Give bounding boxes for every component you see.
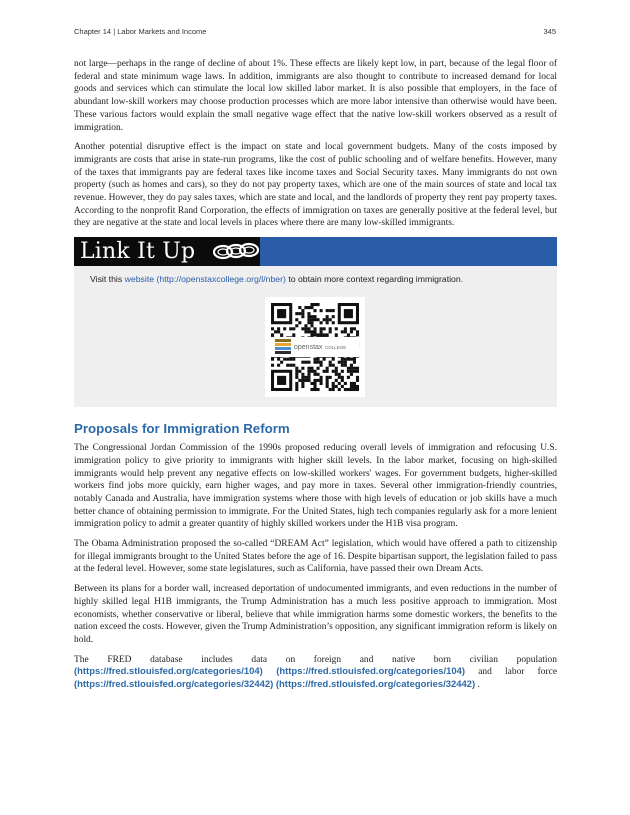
openstax-logo-bar (275, 343, 291, 346)
link-box-text: Visit this website (http://openstaxcollege.org/l/nber) to obtain more context regarding immigration. (90, 274, 464, 285)
qr-code-image (265, 297, 365, 397)
page-number: 345 (543, 27, 556, 36)
openstax-college-text: COLLEGE (325, 345, 347, 351)
page-header (74, 27, 556, 36)
fred-labor-force-link[interactable]: (https://fred.stlouisfed.org/categories/32442) (https://fred.stlouisfed.org/categories/32442) (74, 679, 476, 691)
chain-link-icon (213, 241, 259, 261)
paragraph: Another potential disruptive effect is the impact on state and local government budgets. Many of the costs imposed by immigrants are costs that arise in state-run programs, like the cost of public schooling and of welfare benefits. However, many of the taxes that immigrants pay are federal taxes like income taxes and Social Security taxes. Many immigrants do not own property (such as homes and cars), so they do not pay property taxes, which are one of the main sources of state and local tax revenue. However, they do pay sales taxes, which are state and local, and the landlords of property they rent pay property taxes. According to the nonprofit Rand Corporation, the effects of immigration on taxes are generally positive at the federal level, but they are negative at the state and local levels in places where there are many low-skilled immigrants. (74, 142, 557, 229)
chapter-title: Chapter 14 | Labor Markets and Income (74, 27, 207, 36)
page-content (74, 58, 557, 699)
link-it-up-box (74, 237, 557, 407)
paragraph: The Obama Administration proposed the so-called “DREAM Act” legislation, which would have offered a path to citizenship for illegal immigrants brought to the United States before the age of 16. Despite bipartisan support, the legislation failed to pass at the federal level. However, some state legislatures, such as California, have passed their own Dream Acts. (74, 539, 557, 575)
paragraph: The Congressional Jordan Commission of the 1990s proposed reducing overall levels of immigration and refocusing U.S. immigration policy to give priority to immigrants with higher skill levels. In the labor market, focusing on high-skilled immigrants would help prevent any negative effects on low-skilled workers' wages. For government budgets, higher-skilled workers find jobs more quickly, earn higher wages, and pay more in taxes. Several other immigration-friendly countries, notably Canada and Australia, have immigration systems where those with high levels of education or job skills have a much better chance of obtaining permission to immigrate. For the United States, high tech companies regularly ask for a more lenient immigration policy to admit a greater quantity of highly skilled workers under the H1B visa program. (74, 443, 557, 530)
fred-population-link[interactable]: (https://fred.stlouisfed.org/categories/104) (https://fred.stlouisfed.org/categories/104) (74, 666, 466, 678)
fred-paragraph: The FRED database includes data on foreign and native born civilian population (https://fred.stlouisfed.org/categories/104) (https://fred.stlouisfed.org/categories/104) and labor force (https://fred.stlouisfed.org/categories/32442) (https://fred.stlouisfed.org/categories/32442) . (74, 654, 558, 691)
banner-title: Link It Up (80, 239, 196, 265)
nber-website-link[interactable]: website (http://openstaxcollege.org/l/nber) (124, 274, 286, 285)
section-heading: Proposals for Immigration Reform (74, 421, 290, 437)
paragraph: Between its plans for a border wall, increased deportation of undocumented immigrants, and even reductions in the number of highly skilled legal H1B immigrants, the Trump Administration has a much less positive approach to immigration. Most economists, whether conservative or liberal, believe that while immigration harms some domestic workers, the benefits to the nation exceed the costs. However, given the Trump Administration’s opposition, any significant immigration reform is likely on hold. (74, 584, 557, 645)
openstax-logo-text: openstax (294, 344, 323, 352)
link-it-up-banner (74, 237, 557, 266)
qr-code (265, 297, 365, 397)
paragraph: not large—perhaps in the range of decline of about 1%. These effects are likely kept low, in part, because of the legal floor of federal and state minimum wage laws. In addition, immigrants are also thought to contribute to increased demand for local goods and services which can stimulate the local low skilled labor market. It is also possible that employers, in the face of abundant low-skill workers may choose production processes which are more labor intensive than otherwise would have been. These various factors would explain the small negative wage effect that the native low-skill workers observed as a result of immigration. (74, 59, 557, 133)
openstax-logo-bar (275, 347, 291, 350)
openstax-logo-bar (275, 339, 291, 342)
openstax-logo-bar (275, 351, 291, 354)
